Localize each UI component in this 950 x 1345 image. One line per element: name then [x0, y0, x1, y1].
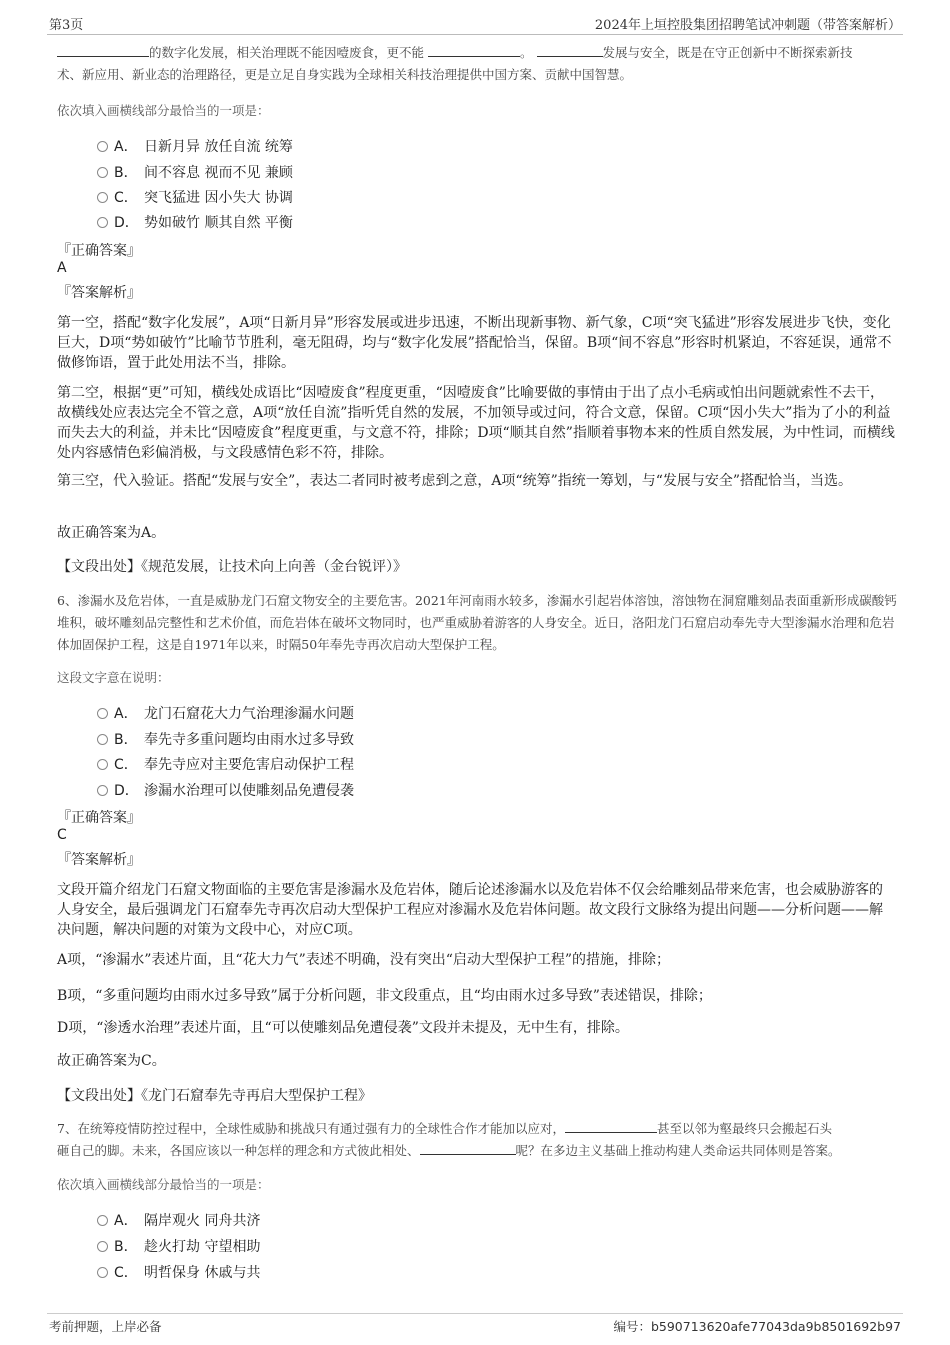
q5-answer-label: 『正确答案』 [57, 243, 141, 259]
q6-analysis-p2: A项，“渗漏水”表述片面，且“花大力气”表述不明确，没有突出“启动大型保护工程”的措施，排除； [57, 952, 671, 968]
q6-analysis-p4: D项，“渗透水治理”表述片面，且“可以使雕刻品免遭侵袭”文段并未提及，无中生有，排除。 [57, 1020, 629, 1036]
q7-option-a[interactable]: A． 隔岸观火 同舟共济 [97, 1210, 260, 1230]
q5-answer: A [57, 260, 67, 276]
q6-analysis-label: 『答案解析』 [57, 852, 141, 868]
radio-icon[interactable] [97, 759, 108, 770]
radio-icon[interactable] [97, 1215, 108, 1226]
page-header [47, 12, 903, 35]
q5-option-d[interactable]: D． 势如破竹 顺其自然 平衡 [97, 212, 293, 232]
radio-icon[interactable] [97, 708, 108, 719]
q5-source: 【文段出处】《规范发展，让技术向上向善（金台锐评）》 [57, 559, 407, 575]
q5-analysis-p4: 故正确答案为A。 [57, 525, 166, 541]
q5-stem-line1: 的数字化发展，相关治理既不能因噎废食，更不能 。 发展与安全，既是在守正创新中不断探索新技 [57, 42, 897, 64]
q5-stem-line2: 术、新应用、新业态的治理路径，更是立足自身实践为全球相关科技治理提供中国方案、贡献中国智慧。 [57, 67, 633, 82]
q7-stem-line1: 7、在统筹疫情防控过程中，全球性威胁和挑战只有通过强有力的全球性合作才能加以应对， 甚至以邻为壑最终只会搬起石头 [57, 1121, 832, 1136]
q6-source: 【文段出处】《龙门石窟奉先寺再启大型保护工程》 [57, 1088, 372, 1104]
q6-stem: 6、渗漏水及危岩体，一直是威胁龙门石窟文物安全的主要危害。2021年河南雨水较多，渗漏水引起岩体溶蚀，溶蚀物在洞窟雕刻品表面重新形成碳酸钙堆积，破坏雕刻品完整性和艺术价值，而危岩体在破坏文物同时，也严重威胁着游客的人身安全。近日，洛阳龙门石窟启动奉先寺大型渗漏水治理和危岩体加固保护工程，这是自1971年以来，时隔50年奉先寺再次启动大型保护工程。 [57, 593, 897, 652]
fill-blank-2 [428, 43, 520, 57]
q5-analysis-label: 『答案解析』 [57, 285, 141, 301]
q5-analysis-p2: 第二空，根据“更”可知，横线处成语比“因噎废食”程度更重，“因噎废食”比喻要做的事情由于出了点小毛病或怕出问题就索性不去干，故横线处应表达完全不管之意，A项“放任自流”指听凭自然的发展，不加领导或过问，符合文意，保留。C项“因小失大”指为了小的利益而失去大的利益，并未比“因噎废食”程度更重，与文意不符，排除；D项“顺其自然”指顺着事物本来的性质自然发展，为中性词，而横线处内容感情色彩偏消极，与文段感情色彩不符，排除。 [57, 385, 895, 461]
q5-prompt: 依次填入画横线部分最恰当的一项是： [57, 103, 270, 118]
fill-blank-2 [420, 1141, 516, 1155]
radio-icon[interactable] [97, 217, 108, 228]
radio-icon[interactable] [97, 1241, 108, 1252]
q6-analysis-p1: 文段开篇介绍龙门石窟文物面临的主要危害是渗漏水及危岩体，随后论述渗漏水以及危岩体不仅会给雕刻品带来危害，也会威胁游客的人身安全，最后强调龙门石窟奉先寺再次启动大型保护工程应对渗漏水及危岩体问题。故文段行文脉络为提出问题——分析问题——解决问题，解决问题的对策为文段中心，对应C项。 [57, 882, 883, 938]
q7-stem-line2: 砸自己的脚。未来，各国应该以一种怎样的理念和方式彼此相处、 呢？在多边主义基础上推动构建人类命运共同体则是答案。 [57, 1143, 841, 1158]
radio-icon[interactable] [97, 167, 108, 178]
q7-option-b[interactable]: B． 趁火打劫 守望相助 [97, 1236, 260, 1256]
q5-option-a[interactable]: A． 日新月异 放任自流 统筹 [97, 136, 293, 156]
radio-icon[interactable] [97, 734, 108, 745]
fill-blank-3 [537, 43, 603, 57]
q6-answer: C [57, 827, 67, 843]
radio-icon[interactable] [97, 141, 108, 152]
q6-option-d[interactable]: D． 渗漏水治理可以使雕刻品免遭侵袭 [97, 780, 354, 800]
q6-option-b[interactable]: B． 奉先寺多重问题均由雨水过多导致 [97, 729, 354, 749]
q5-option-c[interactable]: C． 突飞猛进 因小失大 协调 [97, 187, 293, 207]
q5-analysis-p1: 第一空，搭配“数字化发展”，A项“日新月异”形容发展或进步迅速，不断出现新事物、新气象，C项“突飞猛进”形容发展进步飞快，变化巨大，D项“势如破竹”比喻节节胜利，毫无阻碍，均与“数字化发展”搭配恰当，保留。B项“间不容息”形容时机紧迫，不容延误，通常不做修饰语，置于此处用法不当，排除。 [57, 315, 892, 371]
footer-slogan: 考前押题，上岸必备 [49, 1319, 162, 1334]
q6-analysis-p3: B项，“多重问题均由雨水过多导致”属于分析问题，非文段重点，且“均由雨水过多导致”表述错误，排除； [57, 988, 712, 1004]
q5-option-b[interactable]: B． 间不容息 视而不见 兼顾 [97, 162, 293, 182]
fill-blank-1 [565, 1119, 657, 1133]
radio-icon[interactable] [97, 1267, 108, 1278]
page-number: 第3页 [49, 18, 84, 33]
q6-analysis-p5: 故正确答案为C。 [57, 1053, 166, 1069]
q7-option-c[interactable]: C． 明哲保身 休戚与共 [97, 1262, 260, 1282]
q5-analysis-p3: 第三空，代入验证。搭配“发展与安全”，表达二者同时被考虑到之意，A项“统筹”指统一筹划，与“发展与安全”搭配恰当，当选。 [57, 473, 853, 489]
q7-prompt: 依次填入画横线部分最恰当的一项是： [57, 1177, 270, 1192]
q6-option-a[interactable]: A． 龙门石窟花大力气治理渗漏水问题 [97, 703, 354, 723]
radio-icon[interactable] [97, 785, 108, 796]
page-footer [47, 1313, 903, 1336]
document-title: 2024年上垣控股集团招聘笔试冲刺题（带答案解析） [594, 18, 901, 33]
q6-answer-label: 『正确答案』 [57, 810, 141, 826]
fill-blank-1 [57, 43, 149, 57]
q6-option-c[interactable]: C． 奉先寺应对主要危害启动保护工程 [97, 754, 354, 774]
q6-prompt: 这段文字意在说明： [57, 670, 170, 685]
q5-stem [57, 42, 897, 86]
document-id: 编号：b590713620afe77043da9b8501692b97 [613, 1319, 901, 1334]
q7-stem [57, 1118, 897, 1162]
radio-icon[interactable] [97, 192, 108, 203]
